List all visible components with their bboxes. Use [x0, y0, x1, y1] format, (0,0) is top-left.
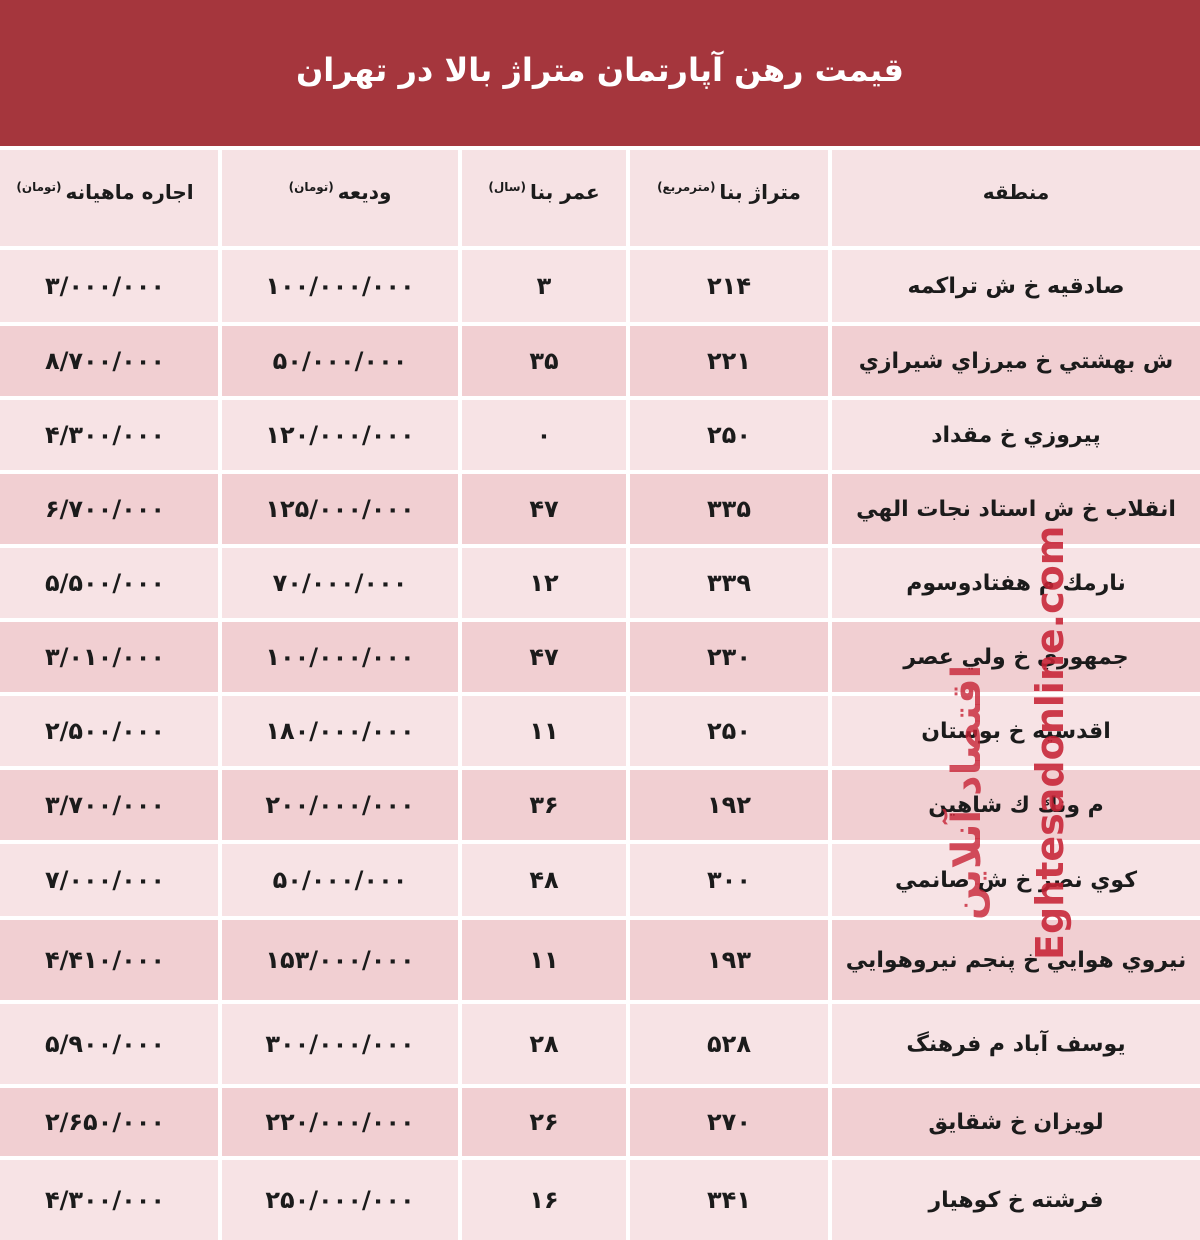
table-cell-rent: ۷/۰۰۰/۰۰۰ [0, 844, 218, 916]
table-cell-area: ۱۹۲ [630, 770, 828, 840]
column-header-rent-unit: (تومان) [16, 180, 62, 194]
column-header-rent [0, 150, 218, 246]
table-cell-age: ۲۸ [462, 1004, 626, 1084]
column-header-rent-label: اجاره ماهيانه [65, 180, 194, 204]
table-cell-rent: ۳/۰۰۰/۰۰۰ [0, 250, 218, 322]
column-header-region-label: منطقه [982, 180, 1050, 204]
table-cell-region: يوسف آباد م فرهنگ [832, 1004, 1200, 1084]
rent-price-table [0, 150, 1200, 1214]
table-cell-deposit: ۱۸۰/۰۰۰/۰۰۰ [222, 696, 458, 766]
table-cell-region: فرشته خ كوهيار [832, 1160, 1200, 1240]
table-cell-area: ۳۳۹ [630, 548, 828, 618]
table-cell-area: ۱۹۳ [630, 920, 828, 1000]
watermark-fa: اقتصاد آنلاین [944, 664, 990, 920]
table-cell-region: كوي نصر خ ش صانمي [832, 844, 1200, 916]
table-cell-deposit: ۵۰/۰۰۰/۰۰۰ [222, 844, 458, 916]
table-cell-rent: ۳/۰۱۰/۰۰۰ [0, 622, 218, 692]
table-cell-rent: ۲/۶۵۰/۰۰۰ [0, 1088, 218, 1156]
column-header-deposit-unit: (تومان) [288, 180, 334, 194]
table-cell-age: ۱۱ [462, 696, 626, 766]
table-cell-age: ۳ [462, 250, 626, 322]
table-cell-age: ۴۸ [462, 844, 626, 916]
table-cell-deposit: ۱۲۵/۰۰۰/۰۰۰ [222, 474, 458, 544]
table-cell-deposit: ۷۰/۰۰۰/۰۰۰ [222, 548, 458, 618]
table-cell-deposit: ۲۲۰/۰۰۰/۰۰۰ [222, 1088, 458, 1156]
table-cell-area: ۲۵۰ [630, 400, 828, 470]
table-cell-age: ۳۶ [462, 770, 626, 840]
table-cell-deposit: ۵۰/۰۰۰/۰۰۰ [222, 326, 458, 396]
table-cell-region: نيروي هوايي خ پنجم نيروهوايي [832, 920, 1200, 1000]
table-cell-area: ۳۴۱ [630, 1160, 828, 1240]
column-header-area-label: متراژ بنا [719, 180, 801, 204]
table-cell-age: ۱۲ [462, 548, 626, 618]
table-cell-deposit: ۳۰۰/۰۰۰/۰۰۰ [222, 1004, 458, 1084]
table-cell-deposit: ۱۰۰/۰۰۰/۰۰۰ [222, 250, 458, 322]
table-cell-rent: ۵/۵۰۰/۰۰۰ [0, 548, 218, 618]
table-cell-area: ۵۲۸ [630, 1004, 828, 1084]
table-cell-deposit: ۲۵۰/۰۰۰/۰۰۰ [222, 1160, 458, 1240]
table-cell-region: جمهوري خ ولي عصر [832, 622, 1200, 692]
table-cell-age: ۴۷ [462, 622, 626, 692]
table-cell-rent: ۳/۷۰۰/۰۰۰ [0, 770, 218, 840]
table-cell-age: ۱۶ [462, 1160, 626, 1240]
table-cell-rent: ۴/۴۱۰/۰۰۰ [0, 920, 218, 1000]
table-cell-age: ۰ [462, 400, 626, 470]
column-header-region [832, 150, 1200, 246]
column-header-age-unit: (سال) [488, 180, 527, 194]
column-header-deposit-label: وديعه [337, 180, 392, 204]
page-title: قیمت رهن آپارتمان متراژ بالا در تهران [295, 51, 904, 89]
table-cell-age: ۲۶ [462, 1088, 626, 1156]
table-cell-rent: ۸/۷۰۰/۰۰۰ [0, 326, 218, 396]
table-cell-area: ۲۳۰ [630, 622, 828, 692]
table-cell-rent: ۶/۷۰۰/۰۰۰ [0, 474, 218, 544]
watermark-en: Eghtesadonline.com [1028, 525, 1072, 960]
table-cell-region: ش بهشتي خ ميرزاي شيرازي [832, 326, 1200, 396]
column-header-deposit [222, 150, 458, 246]
table-cell-area: ۳۰۰ [630, 844, 828, 916]
table-cell-area: ۲۷۰ [630, 1088, 828, 1156]
table-cell-deposit: ۱۵۳/۰۰۰/۰۰۰ [222, 920, 458, 1000]
column-header-area-unit: (مترمربع) [657, 180, 716, 194]
table-cell-region: پيروزي خ مقداد [832, 400, 1200, 470]
table-cell-area: ۲۵۰ [630, 696, 828, 766]
table-cell-age: ۴۷ [462, 474, 626, 544]
table-cell-region: صادقيه خ ش تراكمه [832, 250, 1200, 322]
table-cell-region: م ونك ك شاهين [832, 770, 1200, 840]
column-header-age [462, 150, 626, 246]
table-cell-area: ۳۳۵ [630, 474, 828, 544]
table-cell-region: انقلاب خ ش استاد نجات الهي [832, 474, 1200, 544]
table-cell-rent: ۴/۳۰۰/۰۰۰ [0, 400, 218, 470]
table-cell-rent: ۵/۹۰۰/۰۰۰ [0, 1004, 218, 1084]
table-cell-age: ۳۵ [462, 326, 626, 396]
table-cell-rent: ۴/۳۰۰/۰۰۰ [0, 1160, 218, 1240]
column-header-area [630, 150, 828, 246]
table-cell-region: اقدسيه خ بوستان [832, 696, 1200, 766]
table-cell-rent: ۲/۵۰۰/۰۰۰ [0, 696, 218, 766]
column-header-age-label: عمر بنا [530, 180, 600, 204]
table-cell-deposit: ۲۰۰/۰۰۰/۰۰۰ [222, 770, 458, 840]
table-cell-area: ۲۲۱ [630, 326, 828, 396]
table-cell-region: لويزان خ شقايق [832, 1088, 1200, 1156]
table-header-banner [0, 0, 1200, 146]
table-cell-region: نارمك م هفتادوسوم [832, 548, 1200, 618]
table-cell-age: ۱۱ [462, 920, 626, 1000]
table-cell-deposit: ۱۰۰/۰۰۰/۰۰۰ [222, 622, 458, 692]
table-cell-area: ۲۱۴ [630, 250, 828, 322]
table-cell-deposit: ۱۲۰/۰۰۰/۰۰۰ [222, 400, 458, 470]
